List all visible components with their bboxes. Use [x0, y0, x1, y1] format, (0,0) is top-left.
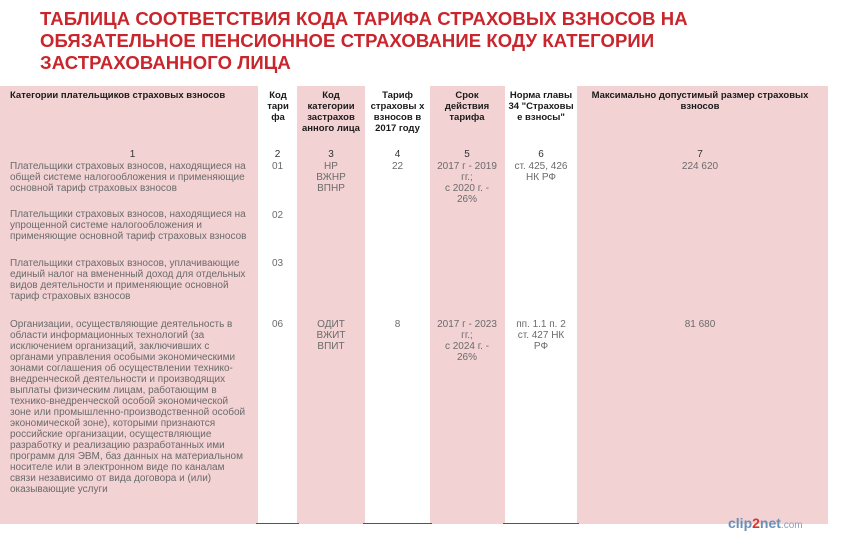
header-insured-code: Код категории застрахов анного лица — [302, 90, 360, 134]
col-number: 4 — [394, 149, 401, 160]
bottom-divider — [363, 523, 432, 524]
row-category: Плательщики страховых взносов, находящиеся на упрощенной системе налогообложения и применяющие основной тариф страховых взносов — [10, 209, 247, 242]
page-title: ТАБЛИЦА СООТВЕТСТВИЯ КОДА ТАРИФА СТРАХОВЫХ ВЗНОСОВ НА ОБЯЗАТЕЛЬНОЕ ПЕНСИОННОЕ СТРАХОВАНИЕ КОДУ КАТЕГОРИИ ЗАСТРАХОВАННОГО ЛИЦА — [40, 8, 688, 73]
row-period: 2017 г - 2023 гг.; с 2024 г. - 26% — [437, 319, 497, 363]
header-norm: Норма главы 34 "Страховы е взносы" — [508, 90, 574, 123]
row-insured-codes: ОДИТ ВЖИТ ВПИТ — [316, 319, 346, 352]
row-category: Плательщики страховых взносов, находящиеся на общей системе налогообложения и применяющие основной тариф страховых взносов — [10, 161, 246, 194]
tariff-table — [0, 86, 828, 524]
bottom-divider — [256, 523, 299, 524]
row-rate: 8 — [394, 319, 401, 330]
row-norm: пп. 1.1 п. 2 ст. 427 НК РФ — [516, 319, 566, 352]
header-max-base: Максимально допустимый размер страховых взносов — [591, 90, 809, 112]
row-period: 2017 г - 2019 гг.; с 2020 г. - 26% — [437, 161, 497, 205]
row-tariff-code: 03 — [271, 258, 284, 269]
row-max-base: 81 680 — [684, 319, 716, 330]
row-norm: ст. 425, 426 НК РФ — [514, 161, 568, 183]
row-tariff-code: 02 — [271, 210, 284, 221]
row-category: Организации, осуществляющие деятельность в области информационных технологий (за исключением организаций, заключивших с органами управления особыми экономическими зонами соглашения об осуществлении технико-внедренческой деятельности и производящих выплаты физическим лицам, работающим в технико-внедренческой особой экономической зоне или промышленно-производственной особой экономической зоне), которыми признаются российские организации, осуществляющие разработку и реализацию разработанных ими программ для ЭВМ, баз данных на материальном носителе или в электронном виде по каналам связи независимо от вида договора и (или) оказывающие услуги — [10, 319, 246, 495]
row-rate: 22 — [391, 161, 404, 172]
col-number: 1 — [129, 149, 136, 160]
header-tariff-code: Код тари фа — [267, 90, 289, 123]
row-max-base: 224 620 — [681, 161, 719, 172]
watermark-logo: clip2net.com — [728, 515, 803, 531]
row-tariff-code: 01 — [271, 161, 284, 172]
col-number: 5 — [464, 149, 470, 160]
col-number: 3 — [328, 149, 334, 160]
header-period: Срок действия тарифа — [444, 90, 490, 123]
row-insured-codes: НР ВЖНР ВПНР — [316, 161, 346, 194]
col-number: 2 — [274, 149, 281, 160]
row-category: Плательщики страховых взносов, уплачивающие единый налог на вмененный доход для отдельных видов деятельности и применяющие основной тариф страховых взносов — [10, 258, 246, 302]
col-number: 7 — [697, 149, 703, 160]
header-rate-2017: Тариф страховы х взносов в 2017 году — [370, 90, 425, 134]
bottom-divider — [503, 523, 579, 524]
col-number: 6 — [538, 149, 544, 160]
row-tariff-code: 06 — [271, 319, 284, 330]
header-category: Категории плательщиков страховых взносов — [10, 90, 226, 101]
